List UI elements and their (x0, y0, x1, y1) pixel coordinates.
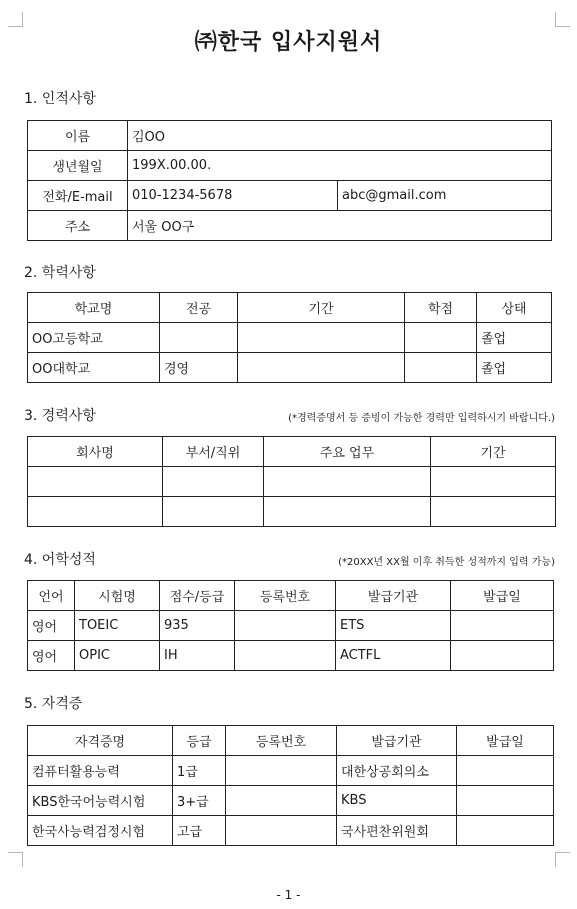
language-note: (*20XX년 XX월 이후 취득한 성적까지 입력 가능) (338, 557, 555, 568)
column-header: 등록번호 (235, 581, 336, 611)
name-value: 김OO (128, 121, 552, 151)
table-cell: 영어 (28, 611, 75, 641)
table-cell: 졸업 (477, 353, 552, 383)
table-row (28, 497, 556, 527)
table-header-row (28, 293, 552, 323)
table-cell: 국사편찬위원회 (337, 816, 457, 846)
birth-label: 생년월일 (28, 151, 128, 181)
table-header-row (28, 437, 556, 467)
table-cell (226, 786, 337, 816)
table-cell: 경영 (160, 353, 238, 383)
table-cell (431, 467, 556, 497)
table-row (28, 816, 554, 846)
table-cell: 대한상공회의소 (337, 756, 457, 786)
table-cell (226, 756, 337, 786)
table-cell (160, 323, 238, 353)
table-row (28, 181, 552, 211)
table-cell (451, 611, 554, 641)
column-header: 발급일 (457, 726, 554, 756)
table-cell: IH (160, 641, 235, 671)
table-cell (226, 816, 337, 846)
table-row (28, 121, 552, 151)
table-cell: ACTFL (336, 641, 451, 671)
column-header: 학점 (405, 293, 477, 323)
column-header: 점수/등급 (160, 581, 235, 611)
column-header: 발급기관 (336, 581, 451, 611)
table-row (28, 151, 552, 181)
table-cell: 컴퓨터활용능력 (28, 756, 173, 786)
table-cell (431, 497, 556, 527)
table-row (28, 641, 554, 671)
birth-value: 199X.00.00. (128, 151, 552, 181)
table-cell: OO고등학교 (28, 323, 160, 353)
education-table (27, 292, 552, 383)
column-header: 언어 (28, 581, 75, 611)
column-header: 전공 (160, 293, 238, 323)
table-row (28, 211, 552, 241)
table-cell (457, 756, 554, 786)
table-cell: OPIC (75, 641, 160, 671)
column-header: 발급일 (451, 581, 554, 611)
table-cell: 고급 (173, 816, 226, 846)
table-row (28, 756, 554, 786)
column-header: 부서/직위 (163, 437, 264, 467)
table-cell (457, 816, 554, 846)
table-row (28, 786, 554, 816)
section-heading-personal: 1. 인적사항 (24, 91, 96, 107)
table-cell (451, 641, 554, 671)
table-cell (405, 323, 477, 353)
table-cell (163, 497, 264, 527)
table-cell: OO대학교 (28, 353, 160, 383)
table-header-row (28, 726, 554, 756)
column-header: 회사명 (28, 437, 163, 467)
table-cell (264, 497, 431, 527)
table-cell (28, 497, 163, 527)
table-cell (264, 467, 431, 497)
language-table (27, 580, 554, 671)
table-cell (238, 353, 405, 383)
career-note: (*경력증명서 등 증빙이 가능한 경력만 입력하시기 바랍니다.) (288, 413, 555, 424)
table-cell: 935 (160, 611, 235, 641)
column-header: 상태 (477, 293, 552, 323)
table-cell (235, 611, 336, 641)
table-cell: ETS (336, 611, 451, 641)
section-heading-education: 2. 학력사항 (24, 265, 96, 281)
column-header: 등급 (173, 726, 226, 756)
address-value: 서울 OO구 (128, 211, 552, 241)
document-title: ㈜한국 입사지원서 (194, 30, 383, 55)
table-cell: 3+급 (173, 786, 226, 816)
column-header: 발급기관 (337, 726, 457, 756)
name-label: 이름 (28, 121, 128, 151)
table-cell: 한국사능력검정시험 (28, 816, 173, 846)
table-cell (28, 467, 163, 497)
table-cell (457, 786, 554, 816)
table-cell (405, 353, 477, 383)
table-header-row (28, 581, 554, 611)
table-cell (163, 467, 264, 497)
table-cell (235, 641, 336, 671)
table-cell: 영어 (28, 641, 75, 671)
table-row (28, 467, 556, 497)
table-cell (238, 323, 405, 353)
phone-value: 010-1234-5678 (128, 181, 338, 211)
section-heading-career: 3. 경력사항 (24, 408, 96, 424)
column-header: 주요 업무 (264, 437, 431, 467)
table-row (28, 353, 552, 383)
section-heading-language: 4. 어학성적 (24, 552, 96, 568)
crop-mark-bottom-right (555, 852, 570, 867)
column-header: 기간 (431, 437, 556, 467)
table-cell: TOEIC (75, 611, 160, 641)
personal-info-table (27, 120, 552, 241)
table-cell: 1급 (173, 756, 226, 786)
contact-label: 전화/E-mail (28, 181, 128, 211)
table-row (28, 611, 554, 641)
page-number: - 1 - (276, 888, 301, 902)
table-cell: KBS한국어능력시험 (28, 786, 173, 816)
column-header: 시험명 (75, 581, 160, 611)
column-header: 등록번호 (226, 726, 337, 756)
table-cell: 졸업 (477, 323, 552, 353)
crop-mark-bottom-left (8, 852, 23, 867)
column-header: 학교명 (28, 293, 160, 323)
table-cell: KBS (337, 786, 457, 816)
table-row (28, 323, 552, 353)
column-header: 기간 (238, 293, 405, 323)
address-label: 주소 (28, 211, 128, 241)
career-table (27, 436, 556, 527)
email-value: abc@gmail.com (338, 181, 552, 211)
certificates-table (27, 725, 554, 846)
section-heading-certificates: 5. 자격증 (24, 696, 83, 712)
column-header: 자격증명 (28, 726, 173, 756)
